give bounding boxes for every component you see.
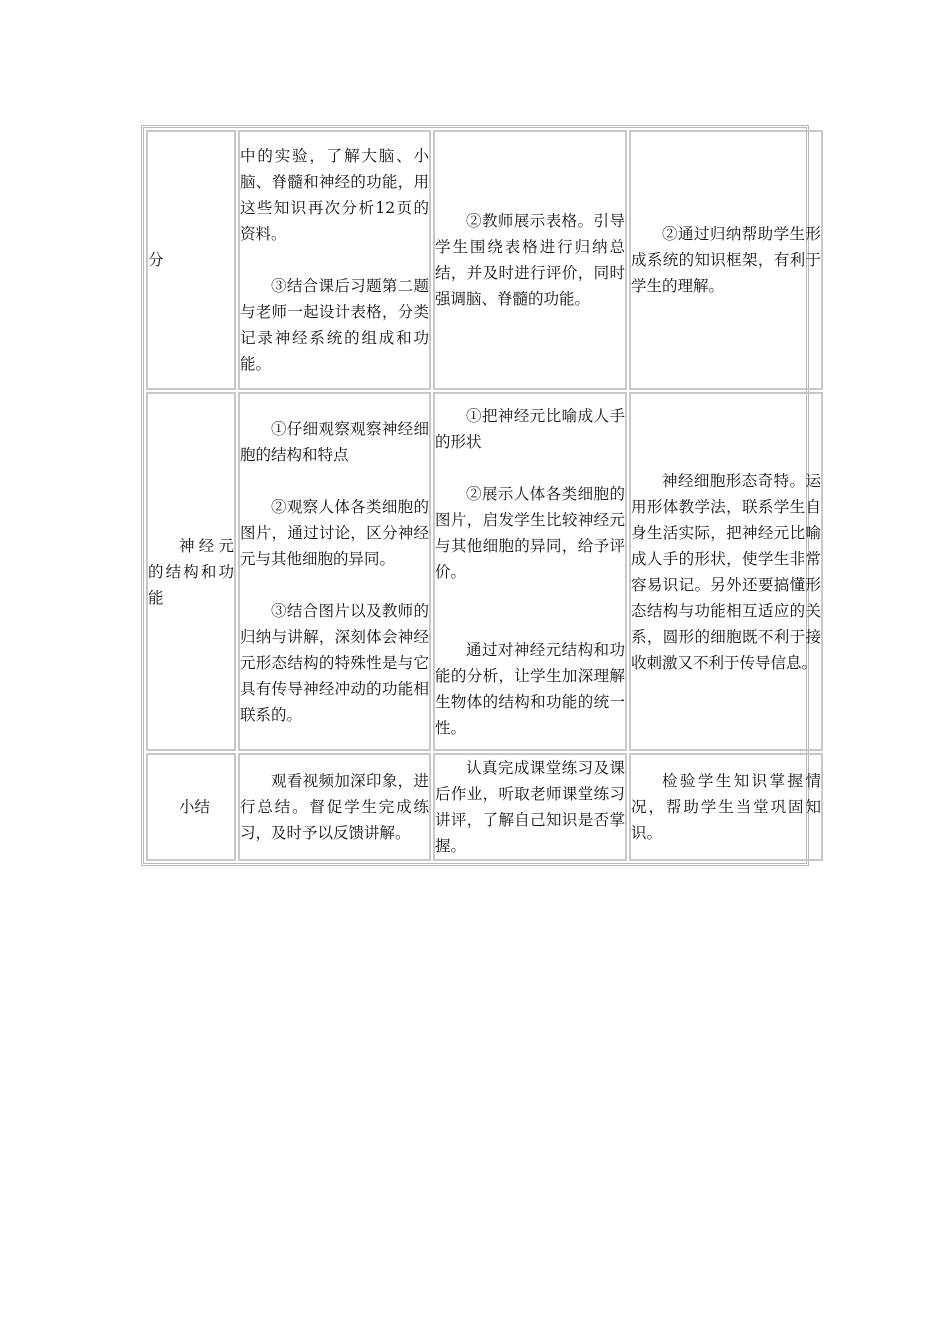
teacher-activity-cell [433,130,627,390]
student-paragraph: ②观察人体各类细胞的图片，通过讨论，区分神经元与其他细胞的异同。 [240,497,429,568]
teacher-paragraph: ②展示人体各类细胞的图片，启发学生比较神经元与其他细胞的异同，给予评价。 [435,484,625,581]
teacher-paragraph: 认真完成课堂练习及课后作业，听取老师课堂练习讲评，了解自己知识是否掌握。 [435,759,625,855]
teacher-activity-cell [433,392,627,751]
lesson-table [144,128,825,863]
stage-cell [146,130,236,390]
teacher-paragraph: ②教师展示表格。引导学生围绕表格进行归纳总结，并及时进行评价，同时强调脑、脊髓的功能。 [435,212,625,308]
stage-cell [146,392,236,751]
student-paragraph: ③结合课后习题第二题与老师一起设计表格，分类记录神经系统的组成和功能。 [240,277,429,373]
design-intent-cell [629,130,823,390]
stage-cell [146,753,236,861]
student-paragraph: 观看视频加深印象，进行总结。督促学生完成练习，及时予以反馈讲解。 [240,772,429,842]
intent-paragraph: 检验学生知识掌握情况，帮助学生当堂巩固知识。 [631,772,821,842]
table-row [146,130,823,390]
teacher-paragraph: ①把神经元比喻成人手的形状 [435,406,625,451]
stage-label: 小结 [179,798,211,816]
table-row [146,753,823,861]
design-intent-cell [629,392,823,751]
teacher-activity-cell [433,753,627,861]
design-intent-cell [629,753,823,861]
student-paragraph: ③结合图片以及教师的归纳与讲解，深刻体会神经元形态结构的特殊性是与它具有传导神经冲动的功能相联系的。 [240,601,429,724]
student-activity-cell [238,130,431,390]
table-row [146,392,823,751]
teacher-paragraph: 通过对神经元结构和功能的分析，让学生加深理解生物体的结构和功能的统一性。 [435,640,625,737]
intent-paragraph: 神经细胞形态奇特。运用形体教学法，联系学生自身生活实际，把神经元比喻成人手的形状，使学生非常容易识记。另外还要搞懂形态结构与功能相互适应的关系，圆形的细胞既不利于接收刺激又不利于传导信息。 [631,471,821,672]
student-activity-cell [238,392,431,751]
intent-paragraph: ②通过归纳帮助学生形成系统的知识框架，有利于学生的理解。 [631,225,821,295]
stage-label: 神经元的结构和功能 [148,536,234,607]
lesson-plan-table [141,125,821,866]
stage-label: 分 [148,251,164,269]
student-paragraph: 中的实验，了解大脑、小脑、脊髓和神经的功能，用这些知识再次分析12页的资料。 [240,147,429,243]
student-activity-cell [238,753,431,861]
student-paragraph: ①仔细观察观察神经细胞的结构和特点 [240,419,429,464]
